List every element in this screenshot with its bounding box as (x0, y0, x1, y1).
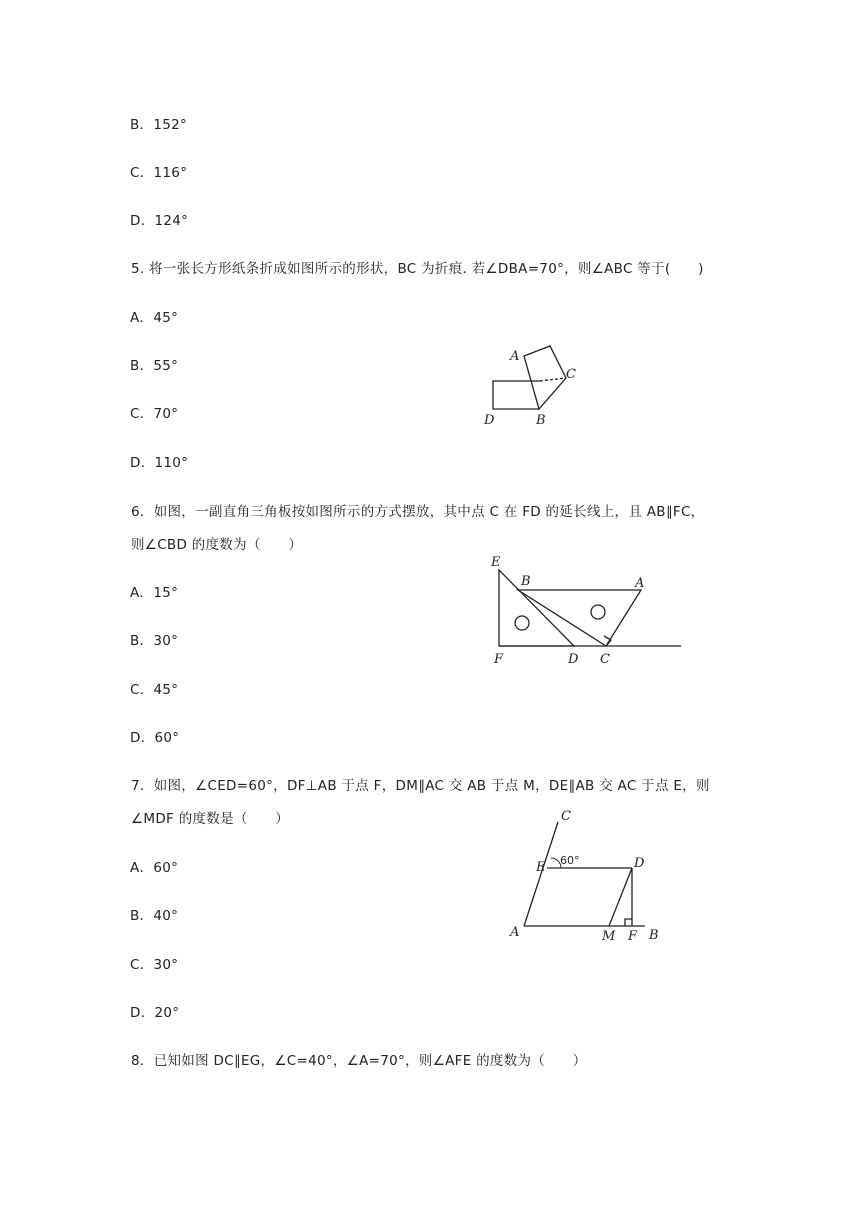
q6-label-b: B (521, 574, 531, 589)
q6-option-d: D．60° (130, 730, 180, 746)
q7-line-dm (609, 868, 632, 926)
q7-label-e: E (536, 860, 546, 875)
q4-option-c: C．116° (130, 165, 188, 181)
q7-stem-line1: 7．如图，∠CED=60°，DF⊥AB 于点 F，DM∥AC 交 AB 于点 M，DE∥AB 交 AC 于点 E，则 (131, 778, 710, 794)
q6-right-angle (604, 636, 611, 645)
q7-label-d: D (634, 856, 645, 871)
q6-label-d: D (568, 652, 579, 667)
q6-label-f: F (494, 652, 504, 667)
q7-label-f: F (628, 929, 638, 944)
q5-option-a: A．45° (130, 310, 179, 326)
q7-option-d: D．20° (130, 1005, 180, 1021)
q8-stem: 8．已知如图 DC∥EG，∠C=40°，∠A=70°，则∠AFE 的度数为（ ） (131, 1053, 587, 1069)
q6-stem-line2: 则∠CBD 的度数为（ ） (131, 537, 303, 553)
q6-label-a: A (635, 576, 645, 591)
q5-option-d: D．110° (130, 455, 189, 471)
q5-label-a: A (510, 349, 520, 364)
q5-fold (524, 346, 566, 409)
q7-label-c: C (561, 809, 571, 824)
q7-option-b: B．40° (130, 908, 179, 924)
q6-option-b: B．30° (130, 633, 179, 649)
q5-option-c: C．70° (130, 406, 179, 422)
q7-angle-label: 60° (560, 854, 580, 867)
q7-option-a: A．60° (130, 860, 179, 876)
q4-option-b: B．152° (130, 117, 188, 133)
q7-right-angle (625, 919, 632, 926)
q7-label-a: A (510, 925, 520, 940)
q6-hole-1 (515, 616, 529, 630)
q6-label-c: C (600, 652, 610, 667)
q6-option-a: A．15° (130, 585, 179, 601)
q6-option-c: C．45° (130, 682, 179, 698)
q5-label-c: C (566, 367, 576, 382)
q7-label-m: M (602, 929, 616, 944)
q5-option-b: B．55° (130, 358, 179, 374)
q5-dashed-line (540, 378, 566, 381)
q5-label-b: B (536, 413, 546, 428)
q6-stem-line1: 6．如图，一副直角三角板按如图所示的方式摆放，其中点 C 在 FD 的延长线上，且 AB∥FC， (131, 504, 705, 520)
q6-label-e: E (491, 555, 501, 570)
q6-triangle-efd (499, 570, 574, 646)
q5-strip (493, 381, 540, 409)
q5-label-d: D (484, 413, 495, 428)
q7-label-b: B (649, 928, 659, 943)
q7-option-c: C．30° (130, 957, 179, 973)
q5-stem: 5. 将一张长方形纸条折成如图所示的形状，BC 为折痕. 若∠DBA=70°，则∠ABC 等于( ) (131, 261, 704, 277)
q4-option-d: D．124° (130, 213, 189, 229)
q6-figure (480, 552, 690, 672)
q5-figure (480, 340, 590, 430)
q6-hole-2 (591, 605, 605, 619)
q7-stem-line2: ∠MDF 的度数是（ ） (131, 811, 290, 827)
q7-figure (505, 805, 675, 945)
q6-triangle-bac (518, 590, 641, 646)
